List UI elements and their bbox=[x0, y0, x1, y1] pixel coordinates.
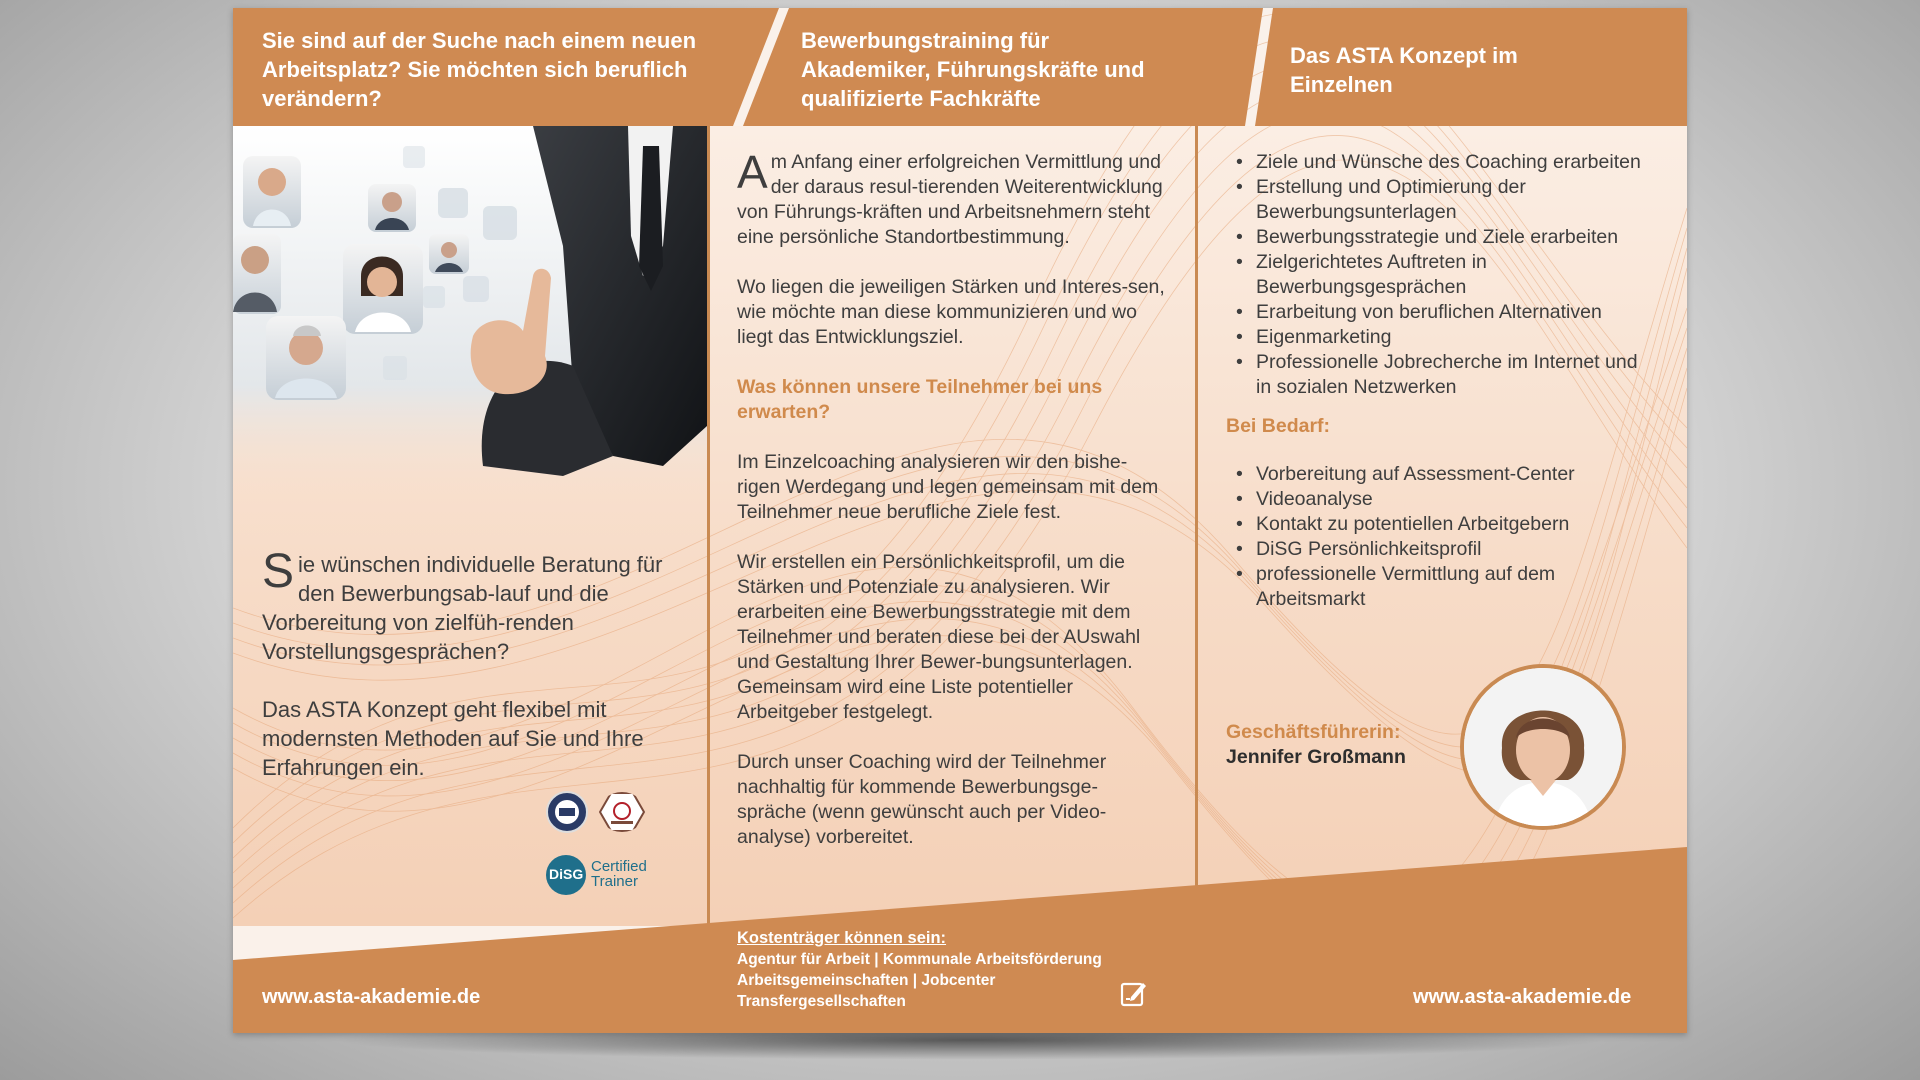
list-item: • Vorbereitung auf Assessment-Center bbox=[1226, 462, 1656, 487]
middle-paragraph-2: Wo liegen die jeweiligen Stärken und Interes-sen, wie möchte man diese kommunizieren und wo liegt das Entwicklungsziel. bbox=[737, 276, 1165, 348]
website-link-left[interactable]: www.asta-akademie.de bbox=[262, 986, 481, 1008]
ceo-role: Geschäftsführerin: bbox=[1226, 721, 1401, 743]
disg-label-line2: Trainer bbox=[591, 873, 638, 890]
middle-paragraph-3: Im Einzelcoaching analysieren wir den bishe-rigen Werdegang und legen gemeinsam mit dem Teilnehmer neue berufliche Ziele fest. bbox=[737, 451, 1159, 523]
cost-heading: Kostenträger können sein: bbox=[737, 929, 947, 947]
disg-logo-text: DiSG bbox=[549, 866, 584, 882]
list-item: • Erarbeitung von beruflichen Alternativen bbox=[1226, 300, 1656, 325]
bedarf-heading: Bei Bedarf: bbox=[1226, 415, 1331, 437]
certificate-badge-icon bbox=[545, 790, 589, 834]
list-item: • Zielgerichtetes Auftreten in Bewerbungsgesprächen bbox=[1226, 250, 1656, 300]
column-divider bbox=[707, 126, 710, 926]
cost-line: Arbeitsgemeinschaften | Jobcenter bbox=[737, 972, 996, 989]
middle-paragraph-1 bbox=[737, 146, 1167, 250]
concept-list bbox=[1226, 150, 1656, 400]
middle-paragraph-4: Wir erstellen ein Persönlichkeitsprofil, um die Stärken und Potenziale zu analysieren. Wir erarbeiten eine Bewerbungsstrategie mit dem Teilnehmer und beraten diese bei der AUswahl und Gestaltung Ihrer Bewer-bungsunterlagen. Gemeinsam wird eine Liste potentieller Arbeitgeber festgelegt. bbox=[737, 551, 1141, 723]
column-divider bbox=[1195, 126, 1198, 926]
website-link-right[interactable]: www.asta-akademie.de bbox=[1413, 986, 1632, 1008]
list-item: • professionelle Vermittlung auf dem Arbeitsmarkt bbox=[1226, 562, 1656, 612]
list-item: • Videoanalyse bbox=[1226, 487, 1656, 512]
intro-text: ie wünschen individuelle Beratung für den Bewerbungsab-lauf und die Vorbereitung von zielfüh-renden Vorstellungsgesprächen? bbox=[262, 552, 663, 664]
edit-note-icon bbox=[1119, 978, 1149, 1008]
list-item: • Professionelle Jobrecherche im Internet und in sozialen Netzwerken bbox=[1226, 350, 1656, 400]
intro-paragraph-2: Das ASTA Konzept geht flexibel mit modernsten Methoden auf Sie und Ihre Erfahrungen ein. bbox=[262, 697, 644, 780]
cost-line: Transfergesellschaften bbox=[737, 993, 906, 1010]
cost-bearers bbox=[737, 928, 1102, 1012]
dropcap-letter: S bbox=[262, 545, 295, 598]
right-column bbox=[1226, 150, 1656, 612]
ceo-name: Jennifer Großmann bbox=[1226, 746, 1406, 768]
list-item: • Kontakt zu potentiellen Arbeitgebern bbox=[1226, 512, 1656, 537]
middle-paragraph-1-text: m Anfang einer erfolgreichen Vermittlung und der daraus resul-tierenden Weiterentwicklung von Führungs-kräften und Arbeitsnehmern steht eine persönliche Standortbestimmung. bbox=[737, 151, 1163, 248]
header-title-col2: Bewerbungstraining für Akademiker, Führungskräfte und qualifizierte Fachkräfte bbox=[801, 28, 1145, 111]
cost-line: Agentur für Arbeit | Kommunale Arbeitsförderung bbox=[737, 951, 1102, 968]
list-item: • Eigenmarketing bbox=[1226, 325, 1656, 350]
list-item: • DiSG Persönlichkeitsprofil bbox=[1226, 537, 1656, 562]
list-item: • Bewerbungsstrategie und Ziele erarbeiten bbox=[1226, 225, 1656, 250]
intro-paragraph bbox=[262, 545, 672, 666]
disg-label-line1: Certified bbox=[591, 858, 647, 875]
bedarf-list bbox=[1226, 462, 1656, 612]
flyer bbox=[233, 8, 1687, 1033]
header-title-col3: Das ASTA Konzept im Einzelnen bbox=[1290, 43, 1518, 97]
middle-column bbox=[737, 146, 1167, 875]
hero-photo bbox=[233, 126, 707, 496]
middle-heading: Was können unsere Teilnehmer bei uns erwarten? bbox=[737, 376, 1103, 423]
header-title-col1: Sie sind auf der Suche nach einem neuen Arbeitsplatz? Sie möchten sich beruflich verändern? bbox=[262, 28, 697, 111]
dropcap-letter: A bbox=[737, 146, 768, 198]
ceo-portrait bbox=[1460, 664, 1626, 830]
list-item: • Ziele und Wünsche des Coaching erarbeiten bbox=[1226, 150, 1656, 175]
quality-seal-icon bbox=[599, 792, 645, 832]
middle-paragraph-5: Durch unser Coaching wird der Teilnehmer nachhaltig für kommende Bewerbungsge-spräche (wenn gewünscht auch per Video-analyse) vorbereitet. bbox=[737, 751, 1107, 848]
list-item: • Erstellung und Optimierung der Bewerbungsunterlagen bbox=[1226, 175, 1656, 225]
